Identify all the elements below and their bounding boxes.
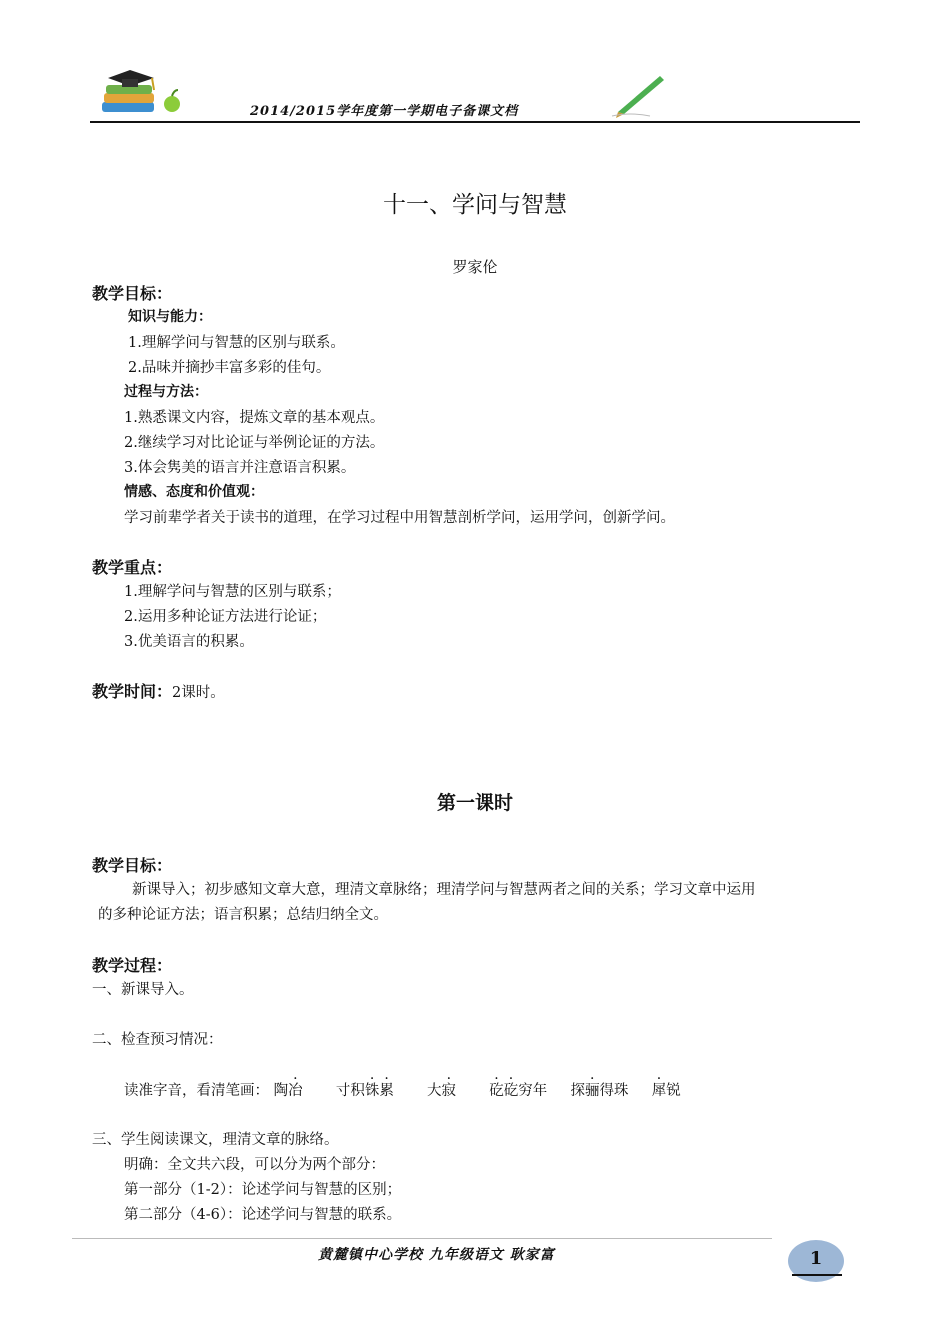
page-number: 1 (809, 1248, 823, 1269)
books-graduation-cap-logo-icon (98, 66, 188, 118)
quill-pen-icon (610, 72, 670, 118)
footer-text: 黄麓镇中心学校 九年级语文 耿家富 (318, 1247, 555, 1263)
process-heading: 过程与方法： (124, 384, 208, 400)
step-reading: 三、学生阅读课文，理清文章的脉络。 (92, 1132, 339, 1148)
lesson-title: 第一课时 (436, 792, 513, 814)
key-item: 2.运用多种论证方法进行论证； (124, 609, 327, 625)
header-rule (90, 121, 860, 123)
vocab-word: 寸积铢累 (335, 1083, 394, 1099)
part-one-text: 第一部分（1-2）：论述学问与智慧的区别； (124, 1182, 402, 1198)
time-value: 2课时。 (172, 685, 225, 701)
header-title: 2014/2015学年度第一学期电子备课文档 (250, 104, 519, 119)
footer-rule (72, 1238, 772, 1239)
clarify-text: 明确：全文共六段，可以分为两个部分： (124, 1157, 385, 1173)
time-heading: 教学时间： (92, 682, 173, 701)
step-preview-check: 二、检查预习情况： (92, 1032, 223, 1048)
pronunciation-intro: 读准字音，看清笔画： (124, 1083, 269, 1099)
process-item: 3.体会隽美的语言并注意语言积累。 (124, 460, 356, 476)
vocab-word: 犀锐 (651, 1083, 681, 1099)
lesson-goal-line: 的多种论证方法；语言积累；总结归纳全文。 (98, 907, 388, 923)
vocab-word: 大寂 (427, 1083, 457, 1099)
part-two-text: 第二部分（4-6）：论述学问与智慧的联系。 (124, 1207, 402, 1223)
emotion-heading: 情感、态度和价值观： (124, 484, 264, 500)
key-item: 3.优美语言的积累。 (124, 634, 254, 650)
emotion-text: 学习前辈学者关于读书的道理，在学习过程中用智慧剖析学问，运用学问，创新学问。 (124, 510, 675, 526)
lesson-goal-heading: 教学目标： (92, 856, 173, 875)
vocab-word: 陶冶 (273, 1083, 303, 1099)
lesson-goal-line: 新课导入；初步感知文章大意，理清文章脉络；理清学问与智慧两者之间的关系；学习文章中运用 (132, 882, 756, 898)
time-row (92, 679, 225, 702)
page-number-underline (792, 1274, 842, 1276)
goals-heading: 教学目标： (92, 284, 173, 303)
vocab-word: 矻矻穷年 (489, 1083, 548, 1099)
lesson-process-heading: 教学过程： (92, 956, 173, 975)
vocab-word: 探骊得珠 (570, 1083, 629, 1099)
knowledge-item: 1.理解学问与智慧的区别与联系。 (128, 335, 345, 351)
pronunciation-row (124, 1079, 681, 1100)
process-item: 2.继续学习对比论证与举例论证的方法。 (124, 435, 385, 451)
key-item: 1.理解学问与智慧的区别与联系； (124, 584, 341, 600)
key-heading: 教学重点： (92, 558, 173, 577)
document-author: 罗家伦 (452, 258, 498, 276)
knowledge-item: 2.品味并摘抄丰富多彩的佳句。 (128, 360, 331, 376)
document-title: 十一、学问与智慧 (383, 192, 567, 218)
process-item: 1.熟悉课文内容，提炼文章的基本观点。 (124, 410, 385, 426)
knowledge-heading: 知识与能力： (128, 309, 212, 325)
step-new-lesson: 一、新课导入。 (92, 982, 194, 998)
